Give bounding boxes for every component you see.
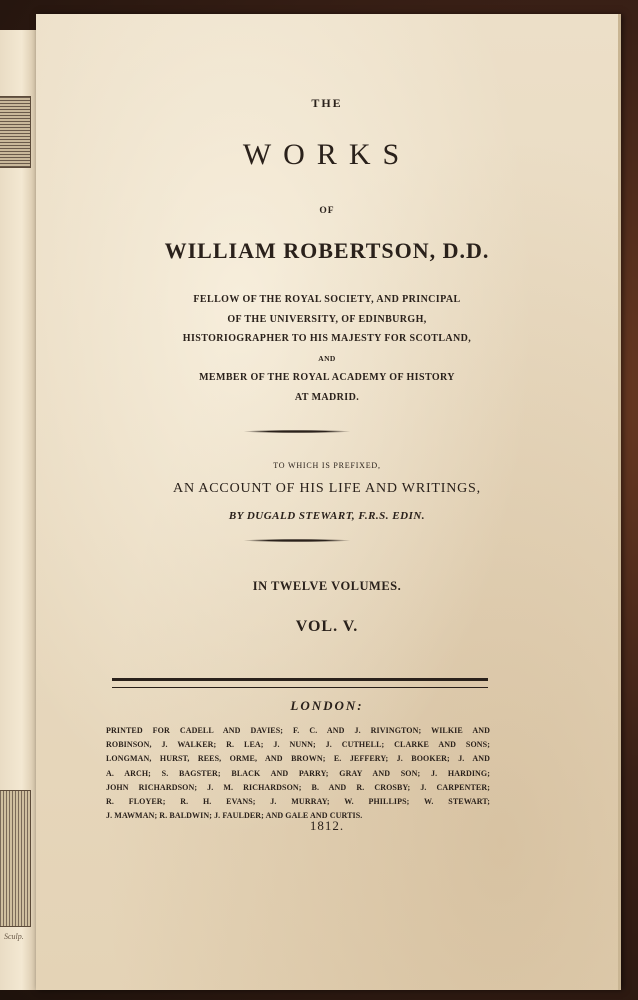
- printer-line: R. FLOYER; R. H. EVANS; J. MURRAY; W. PHILLIPS; W. STEWART;: [106, 797, 490, 807]
- title-article: THE: [311, 96, 343, 110]
- printer-line: ROBINSON, J. WALKER; R. LEA; J. NUNN; J. CUTHELL; CLARKE AND SONS;: [106, 740, 490, 750]
- imprint-double-rule: [112, 678, 488, 688]
- description-line: AT MADRID.: [294, 391, 360, 403]
- facing-page: [0, 30, 37, 990]
- title-page: [36, 14, 621, 990]
- title-works: WORKS: [242, 138, 412, 171]
- account-line: AN ACCOUNT OF HIS LIFE AND WRITINGS,: [173, 481, 481, 496]
- description-line: AND: [318, 353, 336, 363]
- ornamental-rule: [244, 430, 350, 433]
- author-description: [36, 290, 618, 407]
- imprint-city: LONDON:: [290, 698, 364, 713]
- volume-number: VOL. V.: [295, 618, 359, 635]
- description-line: MEMBER OF THE ROYAL ACADEMY OF HISTORY: [199, 372, 455, 383]
- prefixed-note: TO WHICH IS PREFIXED,: [273, 461, 381, 470]
- printer-line: JOHN RICHARDSON; J. M. RICHARDSON; B. AND R. CROSBY; J. CARPENTER;: [106, 782, 490, 792]
- frontispiece-engraving-top: [0, 96, 31, 168]
- title-of: OF: [319, 206, 335, 216]
- description-line: FELLOW OF THE ROYAL SOCIETY, AND PRINCIPAL: [193, 294, 461, 305]
- biographer-line: BY DUGALD STEWART, F.R.S. EDIN.: [228, 510, 426, 522]
- printer-line: J. MAWMAN; R. BALDWIN; J. FAULDER; AND GALE AND CURTIS.: [106, 811, 363, 821]
- printer-line: LONGMAN, HURST, REES, ORME, AND BROWN; E. JEFFERY; J. BOOKER; J. AND: [106, 754, 490, 764]
- publication-year: 1812.: [309, 818, 345, 833]
- printer-line: A. ARCH; S. BAGSTER; BLACK AND PARRY; GRAY AND SON; J. HARDING;: [106, 768, 490, 778]
- author-name: WILLIAM ROBERTSON, D.D.: [164, 238, 490, 263]
- printer-list: [106, 724, 490, 823]
- printer-line: PRINTED FOR CADELL AND DAVIES; F. C. AND J. RIVINGTON; WILKIE AND: [106, 726, 490, 735]
- description-line: HISTORIOGRAPHER TO HIS MAJESTY FOR SCOTLAND,: [182, 333, 472, 344]
- ornamental-rule: [244, 539, 350, 542]
- frontispiece-engraving-bottom: [0, 790, 31, 927]
- volume-count: IN TWELVE VOLUMES.: [252, 579, 402, 593]
- engraver-mark: Sculp.: [4, 932, 24, 941]
- description-line: OF THE UNIVERSITY, OF EDINBURGH,: [227, 313, 427, 325]
